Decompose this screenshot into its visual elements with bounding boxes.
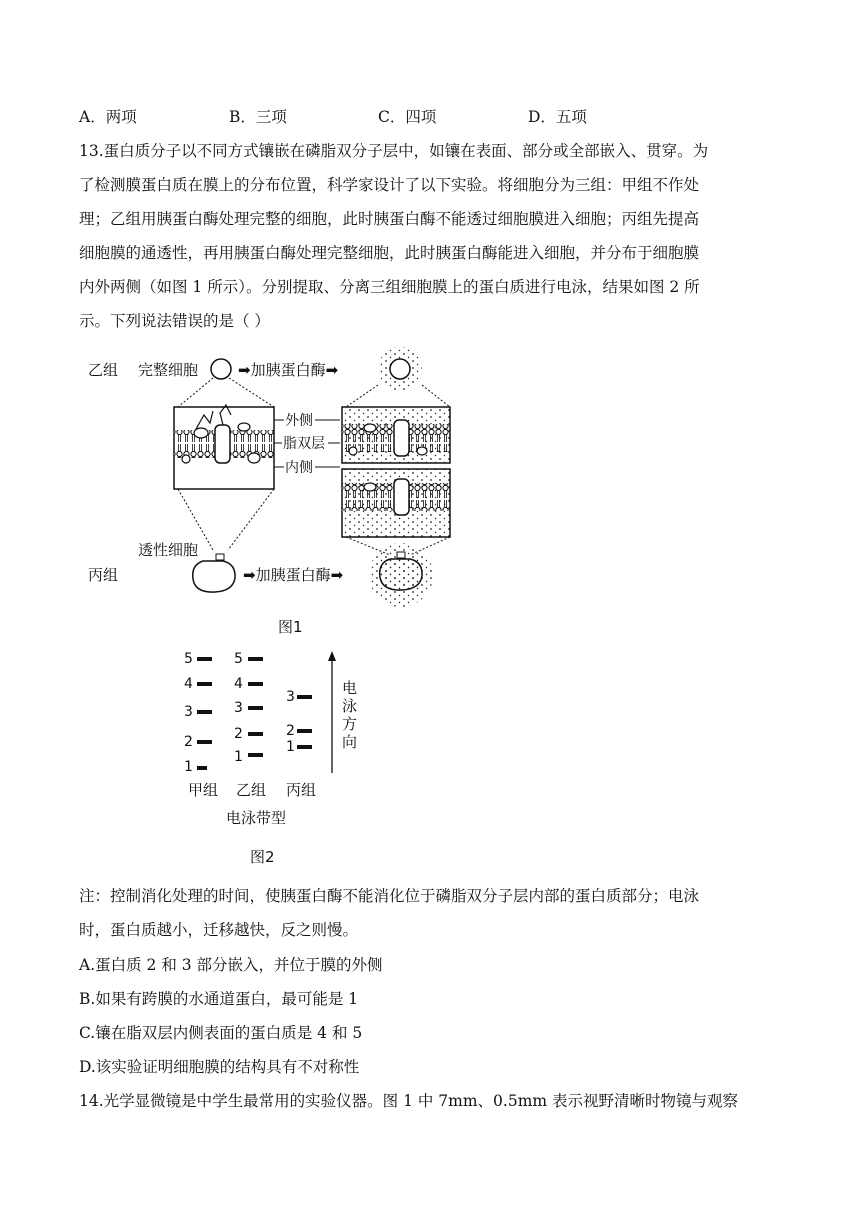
direction-label: 泳: [342, 697, 358, 715]
q13-stem-line: 示。下列说法错误的是（ ）: [79, 312, 270, 330]
q13-stem-line: 了检测膜蛋白质在膜上的分布位置，科学家设计了以下实验。将细胞分为三组：甲组不作处: [79, 176, 700, 194]
bing-treated-membrane-box: [342, 469, 450, 537]
q13-note-line: 时，蛋白质越小，迁移越快，反之则慢。: [79, 921, 359, 939]
band-number: 5: [234, 651, 243, 667]
q12-option-b: B．三项: [229, 108, 287, 126]
band-number: 5: [184, 651, 193, 667]
q13-stem-line: 理；乙组用胰蛋白酶处理完整的细胞，此时胰蛋白酶不能透过细胞膜进入细胞；丙组先提高: [79, 210, 700, 228]
band: [248, 753, 263, 757]
q13-stem-line: 细胞膜的通透性，再用胰蛋白酶处理完整细胞，此时胰蛋白酶能进入细胞，并分布于细胞膜: [79, 244, 700, 262]
figure-2-caption: 图2: [250, 848, 275, 866]
q13-stem-line: 13.蛋白质分子以不同方式镶嵌在磷脂双分子层中，如镶在表面、部分或全部嵌入、贯穿。为: [79, 142, 709, 160]
band-number: 2: [234, 726, 243, 742]
band: [297, 695, 312, 699]
band: [248, 732, 263, 736]
band-number: 2: [286, 723, 295, 739]
q12-option-d: D．五项: [528, 108, 587, 126]
untreated-membrane-box: [174, 405, 274, 489]
figure-1-membrane-diagram: [78, 345, 468, 640]
figure-2-xlabel: 电泳带型: [226, 809, 287, 827]
band-number: 1: [184, 759, 193, 775]
lane-label: 甲组: [188, 781, 219, 799]
lane-label: 乙组: [236, 781, 267, 799]
direction-arrow: [328, 651, 336, 773]
q13-note-line: 注：控制消化处理的时间，使胰蛋白酶不能消化位于磷脂双分子层内部的蛋白质部分；电泳: [79, 887, 700, 905]
band-number: 1: [234, 749, 243, 765]
q13-option-a: A.蛋白质 2 和 3 部分嵌入，并位于膜的外侧: [79, 956, 383, 974]
intact-cell-label: 完整细胞: [138, 361, 199, 379]
lipid-bilayer-label: 脂双层: [283, 436, 325, 452]
q13-stem-line: 内外两侧（如图 1 所示）。分别提取、分离三组细胞膜上的蛋白质进行电泳，结果如图 2 所: [79, 278, 700, 296]
lane-yi: [234, 651, 266, 799]
band-number: 1: [286, 739, 295, 755]
band: [197, 710, 212, 714]
outer-side-label: 外侧: [285, 413, 313, 429]
permeable-cell-icon: [193, 561, 235, 592]
band: [197, 766, 207, 770]
direction-label: 电: [342, 679, 358, 697]
direction-label: 方: [342, 715, 358, 733]
band-number: 4: [234, 676, 243, 692]
band: [248, 657, 263, 661]
yi-treated-membrane-box: [342, 407, 450, 463]
band-number: 2: [184, 734, 193, 750]
intact-cell-icon: [211, 359, 231, 379]
add-trypsin-label: ➡加胰蛋白酶➡: [238, 361, 339, 379]
band: [297, 729, 312, 733]
band-number: 3: [286, 689, 295, 705]
q12-option-c: C．四项: [378, 108, 437, 126]
add-trypsin-label: ➡加胰蛋白酶➡: [243, 566, 344, 584]
lane-label: 丙组: [286, 781, 317, 799]
group-yi-label: 乙组: [88, 361, 119, 379]
q13-option-b: B.如果有跨膜的水通道蛋白，最可能是 1: [79, 990, 359, 1008]
inner-side-label: 内侧: [285, 460, 313, 476]
figure-1-caption: 图1: [278, 618, 303, 636]
band: [297, 745, 312, 749]
band: [248, 682, 263, 686]
direction-label: 向: [342, 733, 358, 751]
permeable-cell-label: 透性细胞: [138, 541, 199, 559]
q13-option-c: C.镶在脂双层内侧表面的蛋白质是 4 和 5: [79, 1024, 363, 1042]
q14-stem-line: 14.光学显微镜是中学生最常用的实验仪器。图 1 中 7mm、0.5mm 表示视野清晰时物镜与观察: [79, 1092, 739, 1110]
treated-permeable-cell-icon: [380, 559, 422, 590]
band: [197, 657, 212, 661]
band: [248, 706, 263, 710]
q13-option-d: D.该实验证明细胞膜的结构具有不对称性: [79, 1058, 360, 1076]
band: [197, 740, 212, 744]
lane-bing: [286, 689, 316, 799]
figure-2-electrophoresis: [170, 645, 400, 870]
treated-cell-icon: [390, 359, 410, 379]
band-number: 3: [234, 700, 243, 716]
q12-option-a: A．两项: [79, 108, 137, 126]
band-number: 4: [184, 676, 193, 692]
band: [197, 682, 212, 686]
group-bing-label: 丙组: [88, 566, 119, 584]
lane-jia: [184, 651, 218, 799]
band-number: 3: [184, 704, 193, 720]
